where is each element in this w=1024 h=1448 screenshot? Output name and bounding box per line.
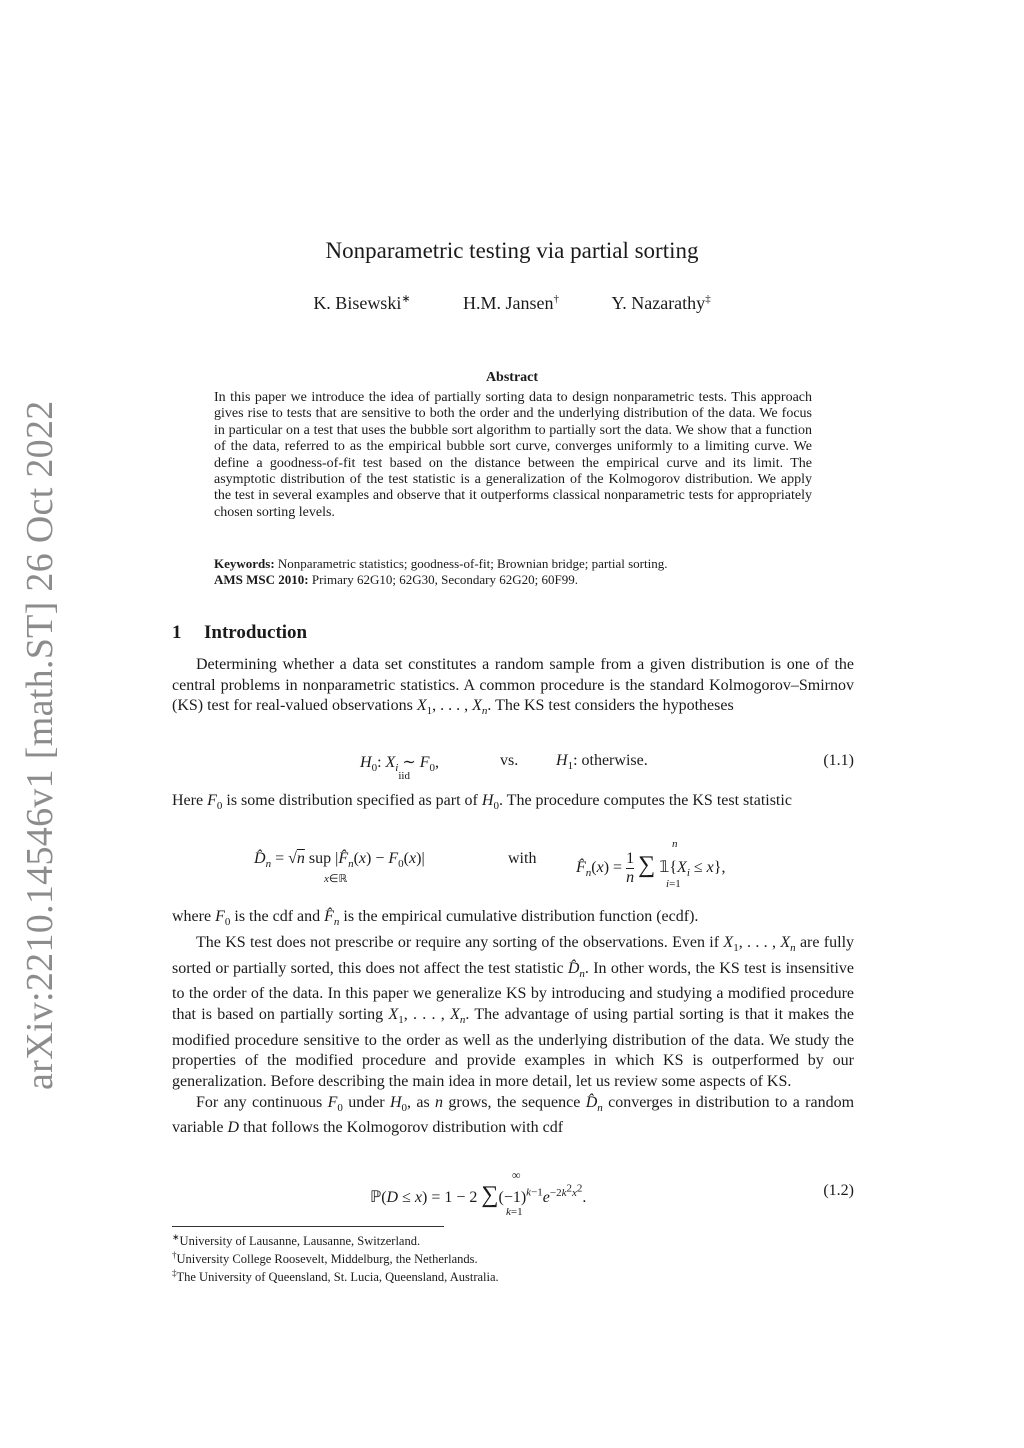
paragraph: Determining whether a data set constitutes a random sample from a given distribution is one of the central problems in nonparametric statistics. A common procedure is the standard Kolmogorov–Smirnov (KS) test for real-valued observations $X_1$, . . . , $X_n$. The KS test considers the hypotheses	[172, 656, 854, 718]
paragraph: Here $F_0$ is some distribution specified as part of $H_0$. The procedure computes the KS test statistic	[172, 792, 792, 813]
paper-page: arXiv:2210.14546v1 [math.ST] 26 Oct 2022 Nonparametric testing via partial sorting K. Bisewski∗ H.M. Jansen† Y. Nazarathy‡ Abstract In this paper we introduce the idea of partially sorting data to design nonparametric tests. This approach gives rise to tests that are sensitive to both the order and the underlying distribution of the data. We focus in particular on a test that uses the bubble sort algorithm to partially sort the data. We show that a function of the data, referred to as the empirical bubble sort curve, converges uniformly to a limiting curve. We define a goodness-of-fit test based on the distance between the empirical curve and its limit. The asymptotic distribution of the test statistic is a generalization of the Kolmogorov distribution. We apply the test in several examples and observe that it outperforms classical nonparametric tests for appropriately chosen sorting levels. Keywords: Nonparametric statistics; goodness-of-fit; Brownian bridge; partial sorting. AMS MSC 2010: Primary 62G10; 62G30, Secondary 62G20; 60F99. 1 Introduction Determining whether a data set constitutes a random sample from a given distribution is one of the central problems in nonparametric statistics. A common procedure is the standard Kolmogorov–Smirnov (KS) test for real-valued observations $X_1$, . . . , $X_n$. The KS test considers the hypotheses $H_0$: $X_i$ ∼ iid $F_0$, vs. $H_1$: otherwise. (1.1) Here $F_0$ is some distribution specified as part of $H_0$. The procedure computes the KS test statistic $D̂_n = √n$ sup $|F̂_n(x) - F_0(x)|$ x∈ℝ with $F̂_n(x) = 1$ n ∑ $𝟙\{X_i \le x\}$, n i=1 where $F_0$ is the cdf and $F̂_n$ is the empirical cumulative distribution function (ecdf). The KS test does not prescribe or require any sorting of the observations. Even if $X_1$, . . . , $X_n$ are fully sorted or partially sorted, this does not affect the test statistic $D̂_n$. In other words, the KS test is insensitive to the order of the data. In this paper we generalize KS by introducing and studying a modified procedure that is based on partially sorting $X_1$, . . . , $X_n$. The advantage of using partial sorting is that it makes the modified procedure sensitive to the order as well as the underlying distribution of the data. We study the properties of the modified procedure and provide examples in which KS is outperformed by our generalization. Before describing the main idea in more detail, let us review some aspects of KS. For any continuous $F_0$ under $H_0$, as n grows, the sequence $D̂_n$ converges in distribution to a random variable D that follows the Kolmogorov distribution with cdf ℙ(D ≤ x) = 1 − 2 $\sum(-1)^{k-1}e^{-2k^2x^2}$. ∞ k=1 (1.2) ∗University of Lausanne, Lausanne, Switzerland. †University College Roosevelt, Middelburg, the Netherlands. ‡The University of Queensland, St. Lucia, Queensland, Australia.	[0, 0, 1024, 1448]
author: Y. Nazarathy‡	[611, 293, 711, 313]
paragraph: where $F_0$ is the cdf and $F̂_n$ is the empirical cumulative distribution function (ecdf). The KS test does not prescribe or require any sorting of the observations. Even if $X_1$, . . . , $X_n$ are fully sorted or partially sorted, this does not affect the test statistic $D̂_n$. In other words, the KS test is insensitive to the order of the data. In this paper we generalize KS by introducing and studying a modified procedure that is based on partially sorting $X_1$, . . . , $X_n$. The advantage of using partial sorting is that it makes the modified procedure sensitive to the order as well as the underlying distribution of the data. We study the properties of the modified procedure and provide examples in which KS is outperformed by our generalization. Before describing the main idea in more detail, let us review some aspects of KS. For any continuous $F_0$ under $H_0$, as n grows, the sequence $D̂_n$ converges in distribution to a random variable D that follows the Kolmogorov distribution with cdf	[172, 908, 855, 1137]
footnote: ‡The University of Queensland, St. Lucia, Queensland, Australia.	[172, 1268, 499, 1285]
author: H.M. Jansen†	[463, 293, 560, 313]
section-heading: 1 Introduction	[172, 622, 308, 643]
equation-ks-statistic: $D̂_n = √n$ sup $|F̂_n(x) - F_0(x)|$ x∈ℝ with $F̂_n(x) = 1$ n ∑ $𝟙\{X_i \le x\}$, n i=1	[254, 838, 726, 890]
arxiv-stamp: arXiv:2210.14546v1 [math.ST] 26 Oct 2022	[19, 400, 61, 1090]
keywords-block: Keywords: Nonparametric statistics; goodness-of-fit; Brownian bridge; partial sorting. AMS MSC 2010: Primary 62G10; 62G30, Secondary 62G20; 60F99.	[214, 556, 668, 587]
footnote-rule	[172, 1226, 444, 1227]
author: K. Bisewski∗	[313, 293, 411, 313]
footnote: †University College Roosevelt, Middelburg, the Netherlands.	[172, 1250, 478, 1267]
footnote: ∗University of Lausanne, Lausanne, Switzerland.	[172, 1232, 421, 1249]
author-list	[0, 292, 1024, 314]
abstract-heading: Abstract	[485, 370, 539, 385]
paper-title: Nonparametric testing via partial sorting	[325, 238, 699, 263]
equation-1-2: ℙ(D ≤ x) = 1 − 2 $\sum(-1)^{k-1}e^{-2k^2x^2}$. ∞ k=1 (1.2)	[370, 1168, 854, 1218]
abstract-text: In this paper we introduce the idea of partially sorting data to design nonparametric tests. This approach gives rise to tests that are sensitive to both the order and the underlying distribution of the data. We focus in particular on a test that uses the bubble sort algorithm to partially sort the data. We show that a function of the data, referred to as the empirical bubble sort curve, converges uniformly to a limiting curve. We define a goodness-of-fit test based on the distance between the empirical curve and its limit. The asymptotic distribution of the test statistic is a generalization of the Kolmogorov distribution. We apply the test in several examples and observe that it outperforms classical nonparametric tests for appropriately chosen sorting levels.	[214, 390, 812, 520]
